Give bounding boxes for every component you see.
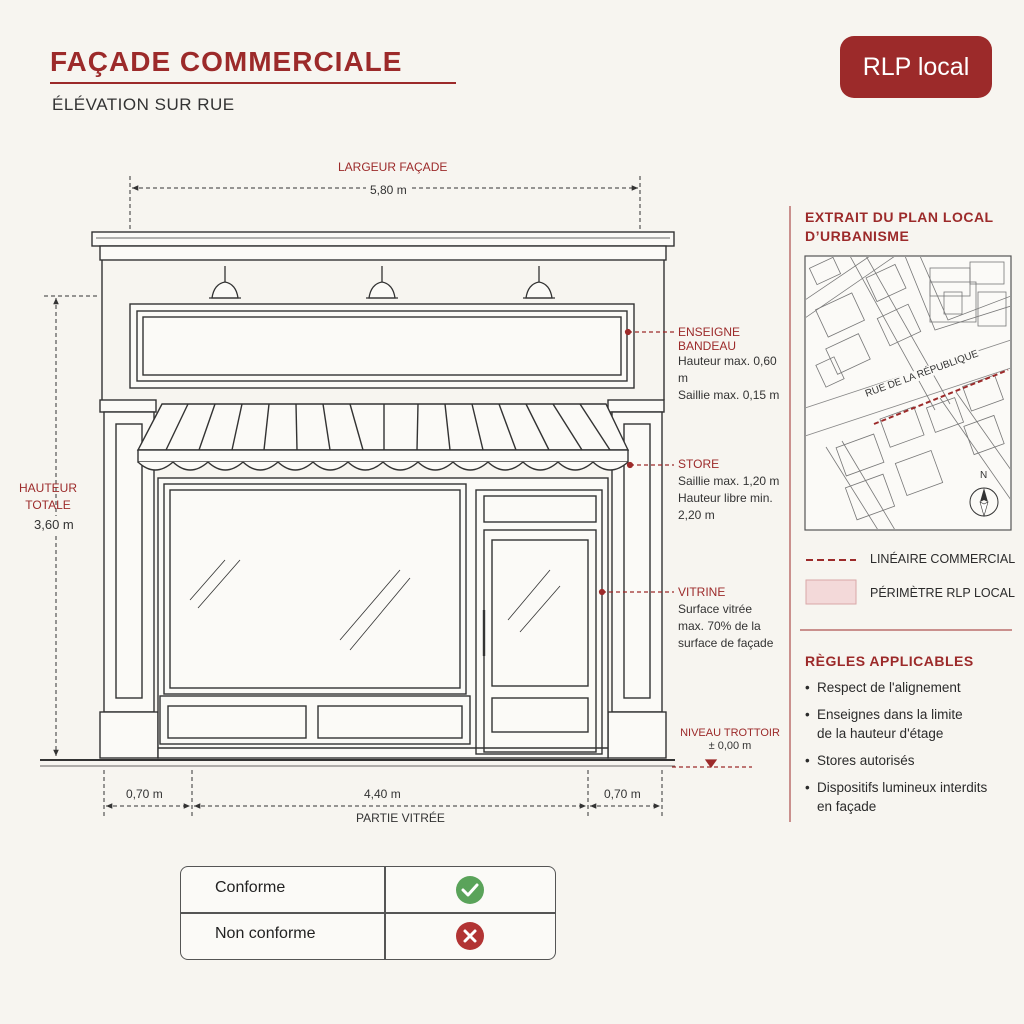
plan-heading-line: EXTRAIT DU PLAN LOCAL: [805, 209, 994, 225]
rule-text: • Dispositifs lumineux interdits: [817, 780, 988, 795]
table-row: [181, 867, 555, 913]
lamp-icon: [209, 266, 241, 298]
sign-annotation-title: ENSEIGNE BANDEAU: [678, 325, 741, 353]
cornice: [92, 232, 674, 246]
sign-annotation-line: Saillie max. 0,15 m: [678, 388, 780, 402]
sidewalk-annotation-title: NIVEAU TROTTOIR: [680, 727, 780, 739]
compliance-legend-table: [180, 866, 556, 960]
page-title: FAÇADE COMMERCIALE: [50, 46, 403, 77]
cross-icon: [455, 921, 485, 951]
awning-annotation: [678, 457, 788, 524]
height-dimension-label: HAUTEUR: [18, 481, 77, 495]
level-marker-icon: [706, 760, 716, 767]
status-label: Conforme: [215, 879, 286, 896]
rule-text: en façade: [817, 799, 877, 814]
width-dimension-value: 5,80 m: [366, 182, 411, 199]
legend-rlp-label: PÉRIMÈTRE RLP LOCAL: [870, 586, 1015, 600]
plan-heading-line: D’URBANISME: [805, 228, 910, 244]
awning-annotation-line: Hauteur libre min.: [678, 491, 773, 505]
window-annotation: [678, 585, 788, 652]
width-dimension-label: LARGEUR FAÇADE: [338, 160, 448, 174]
rule-text: • Enseignes dans la limite: [817, 707, 963, 722]
lamp-icon: [366, 266, 398, 298]
rule-text: • Respect de l'alignement: [817, 680, 961, 695]
urban-plan-map: [805, 256, 1011, 530]
rules-heading: RÈGLES APPLICABLES: [805, 653, 974, 669]
height-dimension-value: 3,60 m: [34, 517, 74, 532]
north-arrow-icon: [970, 488, 998, 516]
sidewalk-annotation: [680, 727, 780, 754]
rlp-badge: RLP local: [840, 36, 992, 98]
sign-annotation-line: Hauteur max. 0,60 m: [678, 354, 777, 385]
sidewalk-annotation-value: ± 0,00 m: [708, 740, 752, 752]
left-pier-dimension: 0,70 m: [126, 787, 163, 801]
street-name-label: RUE DE LA RÉPUBLIQUE: [863, 348, 980, 400]
sign-annotation: [678, 325, 790, 404]
glazed-part-label: PARTIE VITRÉE: [356, 811, 445, 825]
window-annotation-line: surface de façade: [678, 636, 774, 650]
awning-annotation-line: 2,20 m: [678, 508, 715, 522]
plan-heading: [805, 208, 994, 246]
check-icon: [455, 875, 485, 905]
right-pier-dimension: 0,70 m: [604, 787, 641, 801]
height-dimension-label-2: TOTALE: [25, 498, 71, 512]
legend-commercial-label: LINÉAIRE COMMERCIAL: [870, 552, 1016, 566]
rule-item: [805, 751, 1015, 770]
window-annotation-line: Surface vitrée: [678, 602, 753, 616]
rule-item: [805, 705, 1015, 743]
rules-list: [805, 678, 1015, 824]
rule-text: de la hauteur d'étage: [817, 726, 944, 741]
page-subtitle: ÉLÉVATION SUR RUE: [52, 95, 235, 114]
glazed-width-dimension: 4,40 m: [364, 787, 401, 801]
lamp-icon: [523, 266, 555, 298]
awning-annotation-title: STORE: [678, 457, 720, 471]
north-label: N: [980, 470, 988, 481]
window-annotation-title: VITRINE: [678, 585, 726, 599]
rule-item: [805, 678, 1015, 697]
rule-item: [805, 778, 1015, 816]
rule-text: • Stores autorisés: [817, 753, 915, 768]
window-annotation-line: max. 70% de la: [678, 619, 761, 633]
awning: [138, 404, 628, 470]
table-row: [181, 913, 555, 959]
awning-annotation-line: Saillie max. 1,20 m: [678, 474, 780, 488]
status-label: Non conforme: [215, 925, 316, 942]
legend-shaded-box: [806, 580, 856, 604]
